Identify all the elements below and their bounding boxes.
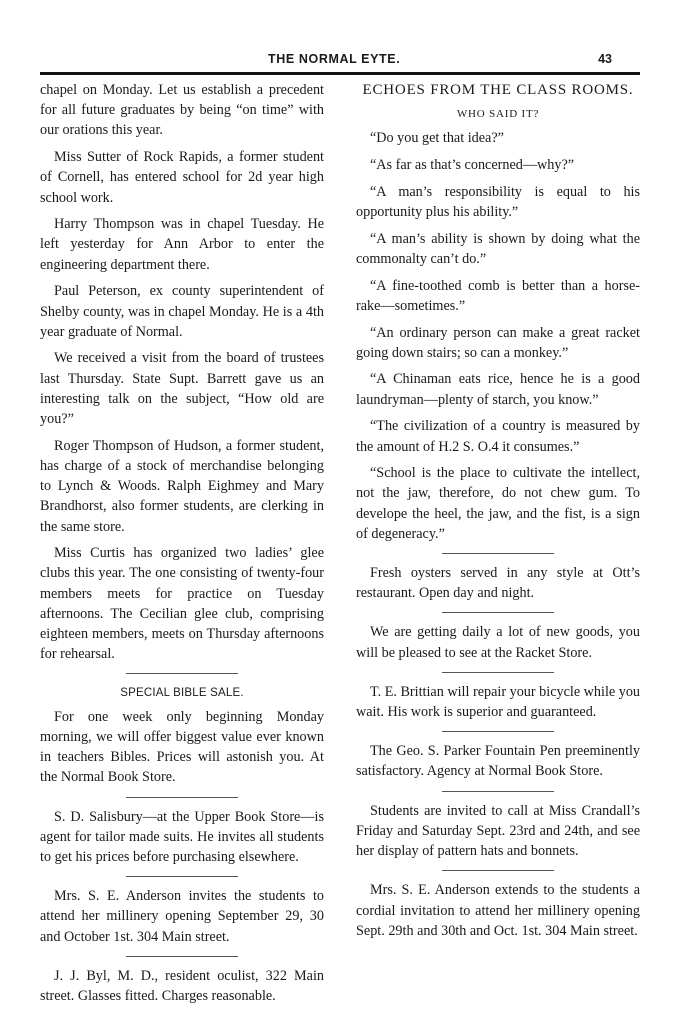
quote: “The civilization of a country is measured by the amount of H.2 S. O.4 it consumes.”	[356, 418, 640, 455]
publication-title: THE NORMAL EYTE.	[268, 52, 401, 66]
paragraph-roger-thompson: Roger Thompson of Hudson, a former student, has charge of a stock of merchandise belonging to Lynch & Woods. Ralph Eighmey and Mary Brandhorst, also former students, are clerking in the same store.	[40, 437, 324, 535]
paragraph-harry-thompson: Harry Thompson was in chapel Tuesday. He left yesterday for Ann Arbor to enter the engineering department there.	[40, 216, 324, 273]
divider-rule	[126, 876, 238, 877]
bible-sale-heading: SPECIAL BIBLE SALE.	[120, 687, 244, 700]
divider-rule	[442, 612, 554, 613]
ad-parker-pen: The Geo. S. Parker Fountain Pen preeminently satisfactory. Agency at Normal Book Store.	[356, 743, 640, 780]
who-said-it-subheading: WHO SAID IT?	[456, 108, 540, 121]
divider-rule	[442, 731, 554, 732]
paragraph-chapel-continuation: chapel on Monday. Let us establish a precedent for all future graduates by being “on time” with our orations this year.	[40, 82, 324, 139]
paragraph-paul-peterson: Paul Peterson, ex county superintendent of Shelby county, was in chapel Monday. He is a 4th year graduate of Normal.	[40, 283, 324, 340]
divider-rule	[442, 553, 554, 554]
ad-racket-store: We are getting daily a lot of new goods, you will be pleased to see at the Racket Store.	[356, 624, 640, 661]
ad-otts-oysters: Fresh oysters served in any style at Ott’s restaurant. Open day and night.	[356, 565, 640, 602]
ad-anderson-invitation: Mrs. S. E. Anderson extends to the students a cordial invitation to attend her millinery opening Sept. 29th and 30th and Oct. 1st. 304 Main street.	[356, 882, 640, 939]
ad-anderson-millinery: Mrs. S. E. Anderson invites the students to attend her millinery opening September 29, 30 and October 1st. 304 Main street.	[40, 888, 324, 945]
ad-byl-oculist: J. J. Byl, M. D., resident oculist, 322 Main street. Glasses fitted. Charges reasonable.	[40, 967, 324, 1004]
quote: “A Chinaman eats rice, hence he is a good laundryman—plenty of starch, you know.”	[356, 371, 640, 408]
quote: “A fine-toothed comb is better than a horse-rake—sometimes.”	[356, 277, 640, 314]
left-column	[40, 80, 324, 1013]
divider-rule	[126, 797, 238, 798]
quote: “School is the place to cultivate the intellect, not the jaw, therefore, do not chew gum. To develope the heel, the jaw, and the fist, is a sign of degeneracy.”	[356, 465, 640, 542]
ad-brittian-bicycle: T. E. Brittian will repair your bicycle while you wait. His work is superior and guaranteed.	[356, 683, 641, 721]
divider-rule	[126, 673, 238, 674]
echoes-heading: ECHOES FROM THE CLASS ROOMS.	[362, 82, 634, 98]
paragraph-board-visit: We received a visit from the board of trustees last Thursday. State Supt. Barrett gave us an interesting talk on the subject, “How old are you?”	[40, 350, 324, 428]
paragraph-glee-clubs: Miss Curtis has organized two ladies’ glee clubs this year. The one consisting of twenty-four members meets for practice on Tuesday afternoons. The Cecilian glee club, comprising eighteen members, meets on Thursday afternoons for rehearsal.	[40, 545, 324, 663]
divider-rule	[442, 870, 554, 871]
divider-rule	[126, 956, 238, 957]
ad-crandall-hats: Students are invited to call at Miss Crandall’s Friday and Saturday Sept. 23rd and 24th, and see her display of pattern hats and bonnets.	[356, 802, 640, 860]
bible-sale-text: For one week only beginning Monday morning, we will offer biggest value ever known in teachers Bibles. Prices will astonish you. At the Normal Book Store.	[40, 708, 324, 786]
quote: “A man’s ability is shown by doing what the commonalty can’t do.”	[356, 230, 640, 267]
header-rule	[40, 72, 640, 75]
paragraph-miss-sutter: Miss Sutter of Rock Rapids, a former student of Cornell, has entered school for 2d year high school work.	[40, 149, 324, 206]
quote: “Do you get that idea?”	[370, 130, 504, 147]
quote: “An ordinary person can make a great racket going down stairs; so can a monkey.”	[356, 324, 640, 361]
divider-rule	[442, 672, 554, 673]
ad-salisbury: S. D. Salisbury—at the Upper Book Store—is agent for tailor made suits. He invites all students to get his prices before purchasing elsewhere.	[40, 808, 324, 865]
divider-rule	[442, 791, 554, 792]
quote: “A man’s responsibility is equal to his opportunity plus his ability.”	[356, 183, 640, 221]
quote: “As far as that’s concerned—why?”	[370, 157, 575, 174]
right-column	[356, 80, 640, 947]
page-number: 43	[598, 52, 612, 66]
running-header	[40, 52, 640, 72]
